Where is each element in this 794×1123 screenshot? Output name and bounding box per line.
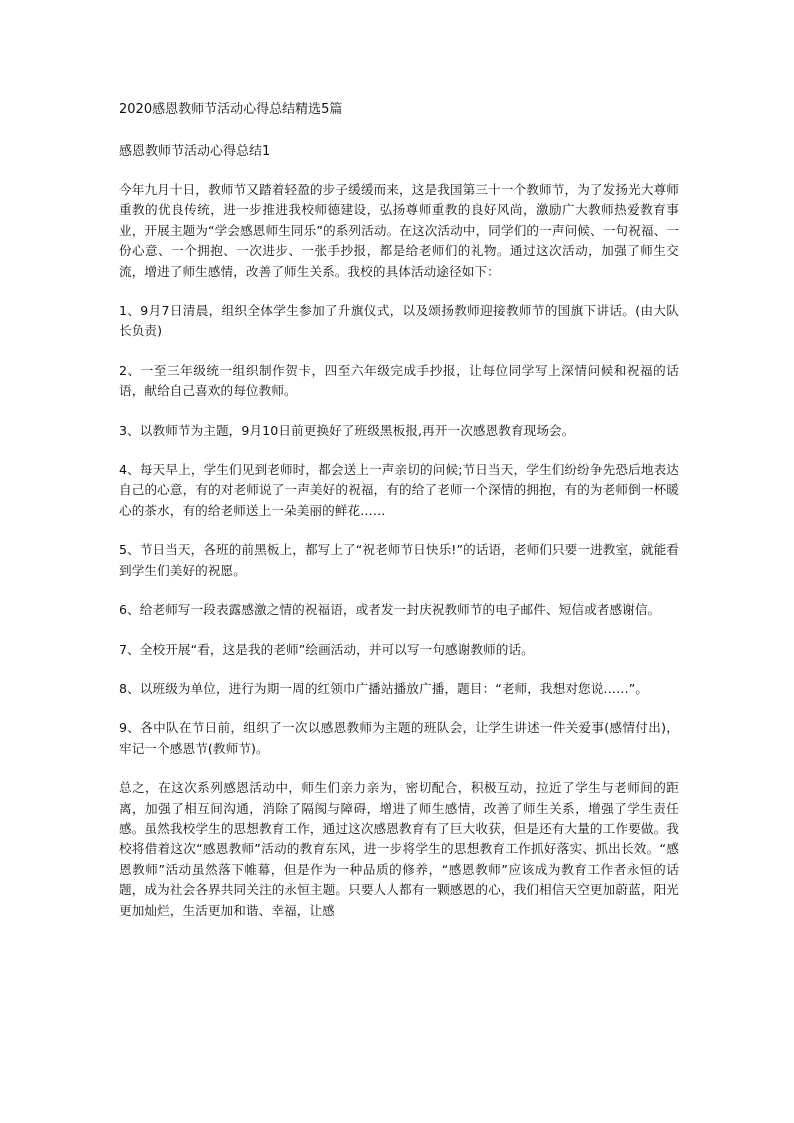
paragraph-item-5: 5、节日当天，各班的前黑板上，都写上了“祝老师节日快乐!”的话语，老师们只要一进教室，就能看到学生们美好的祝愿。 xyxy=(119,542,679,578)
paragraph-item-8: 8、以班级为单位，进行为期一周的红领巾广播站播放广播，题目：“老师，我想对您说……”。 xyxy=(119,680,649,696)
paragraph-intro: 今年九月十日，教师节又踏着轻盈的步子缓缓而来，这是我国第三十一个教师节，为了发扬光大尊师重教的优良传统，进一步推进我校师德建设，弘扬尊师重教的良好风尚，激励广大教师热爱教育事业，开展主题为“学会感恩师生同乐”的系列活动。在这次活动中，同学们的一声问候、一句祝福、一份心意、一个拥抱、一次进步、一张手抄报，都是给老师们的礼物。通过这次活动，加强了师生交流，增进了师生感情，改善了师生关系。我校的具体活动途径如下： xyxy=(119,182,679,279)
paragraph-item-1: 1、9月7日清晨，组织全体学生参加了升旗仪式，以及颂扬教师迎接教师节的国旗下讲话。(由大队长负责) xyxy=(119,303,679,339)
document-page xyxy=(119,100,679,940)
paragraph-item-6: 6、给老师写一段表露感激之情的祝福语，或者发一封庆祝教师节的电子邮件、短信或者感谢信。 xyxy=(119,602,661,618)
paragraph-item-4: 4、每天早上，学生们见到老师时，都会送上一声亲切的问候;节日当天，学生们纷纷争先恐后地表达自己的心意，有的对老师说了一声美好的祝福，有的给了老师一个深情的拥抱，有的为老师倒一杯暖心的茶水，有的给老师送上一朵美丽的鲜花…… xyxy=(119,462,679,518)
paragraph-item-3: 3、以教师节为主题，9月10日前更换好了班级黑板报,再开一次感恩教育现场会。 xyxy=(119,422,575,438)
paragraph-item-9: 9、各中队在节日前，组织了一次以感恩教师为主题的班队会，让学生讲述一件关爱事(感情付出)，牢记一个感恩节(教师节)。 xyxy=(119,720,679,756)
paragraph-item-7: 7、全校开展“看，这是我的老师”绘画活动，并可以写一句感谢教师的话。 xyxy=(119,641,534,657)
section-title: 感恩教师节活动心得总结1 xyxy=(119,144,271,159)
document-title: 2020感恩教师节活动心得总结精选5篇 xyxy=(119,102,343,117)
paragraph-summary: 总之，在这次系列感恩活动中，师生们亲力亲为，密切配合，积极互动，拉近了学生与老师间的距离，加强了相互间沟通，消除了隔阂与障碍，增进了师生感情，改善了师生关系，增强了学生责任感。虽然我校学生的思想教育工作，通过这次感恩教育有了巨大收获，但是还有大量的工作要做。我校将借着这次“感恩教师”活动的教育东风，进一步将学生的思想教育工作抓好落实、抓出长效。“感恩教师”活动虽然落下帷幕，但是作为一种品质的修养，“感恩教师”应该成为教育工作者永恒的话题，成为社会各界共同关注的永恒主题。只要人人都有一颗感恩的心，我们相信天空更加蔚蓝，阳光更加灿烂，生活更加和谐、幸福，让感 xyxy=(119,780,679,918)
paragraph-item-2: 2、一至三年级统一组织制作贺卡，四至六年级完成手抄报，让每位同学写上深情问候和祝福的话语，献给自己喜欢的每位教师。 xyxy=(119,362,679,399)
